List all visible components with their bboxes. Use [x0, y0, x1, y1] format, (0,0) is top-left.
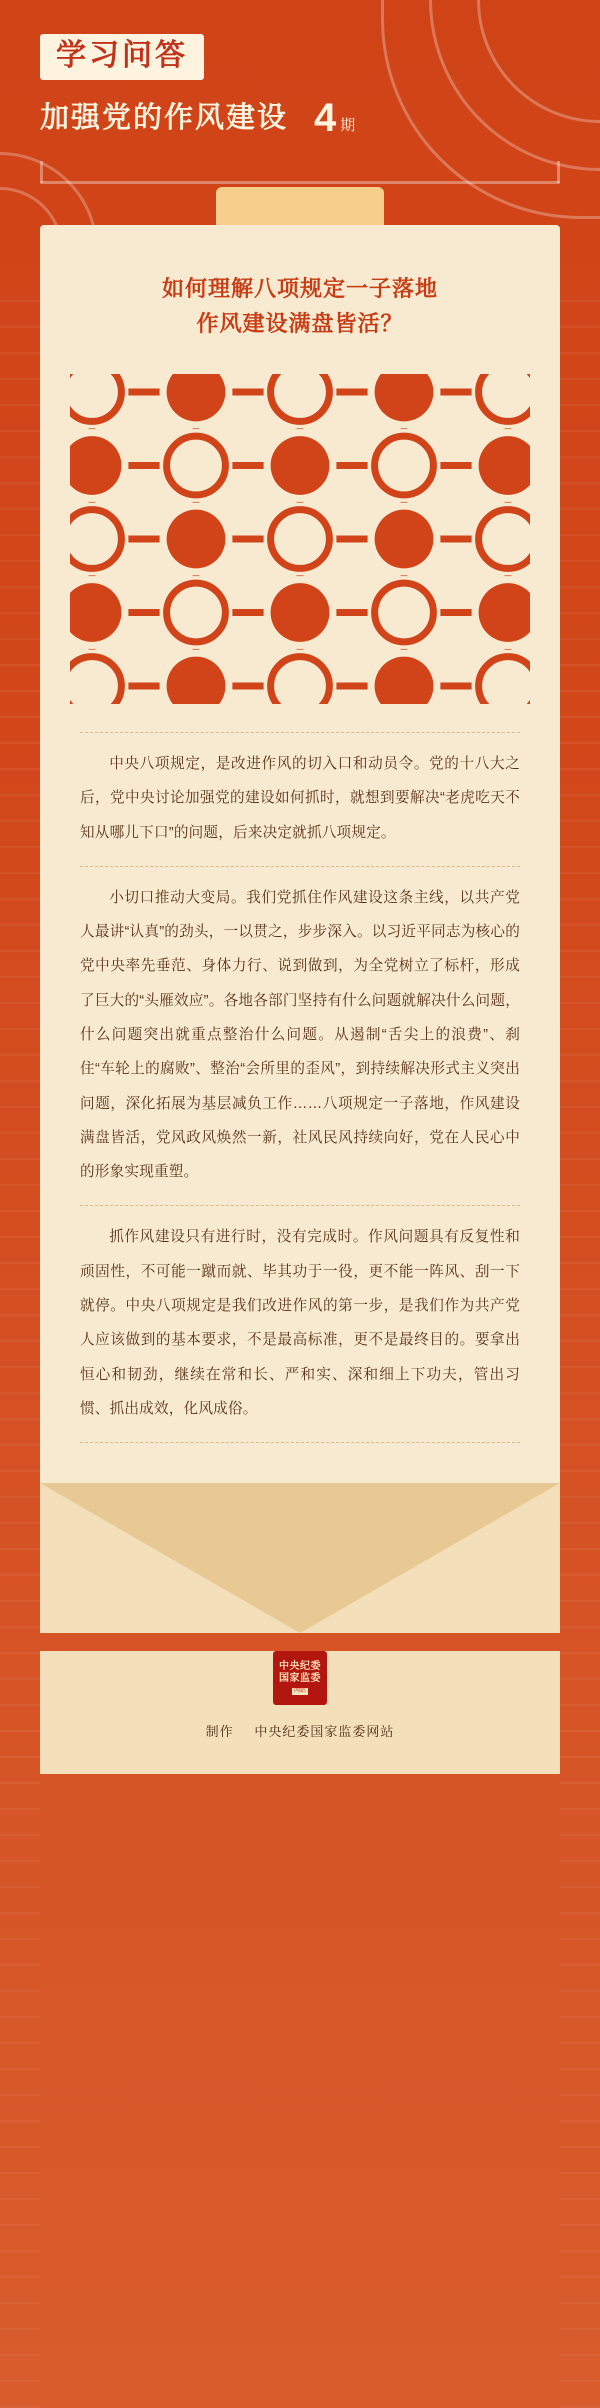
subtitle-row [40, 96, 600, 140]
content-card [40, 225, 560, 1483]
go-stone-outline [271, 657, 330, 704]
go-stone-outline [70, 510, 121, 569]
go-stone-outline [375, 436, 434, 495]
go-stone-outline [70, 657, 121, 704]
go-stone-filled [479, 436, 530, 495]
question-line-1: 如何理解八项规定一子落地 [161, 275, 438, 301]
seal-line-1: 中央纪委 [279, 1660, 321, 1672]
go-stone-filled [375, 374, 434, 421]
question-heading [40, 225, 560, 368]
seal-line-2: 国家监委 [279, 1673, 321, 1685]
page-title: 学习问答 [40, 34, 204, 80]
go-stone-filled [271, 436, 330, 495]
go-stone-outline [271, 374, 330, 421]
paragraph-1: 中央八项规定，是改进作风的切入口和动员令。党的十八大之后，党中央讨论加强党的建设如何抓时，就想到要解决“老虎吃天不知从哪儿下口”的问题，后来决定就抓八项规定。 [80, 732, 520, 866]
issue-badge [314, 96, 356, 140]
frame-rail-left [0, 300, 40, 2408]
go-stone-outline [70, 374, 121, 421]
go-stone-filled [479, 583, 530, 642]
go-stone-filled [70, 583, 121, 642]
credit-line [40, 1721, 560, 1740]
go-stone-filled [375, 510, 434, 569]
envelope-flap [40, 1483, 560, 1633]
go-stone-filled [167, 657, 226, 704]
issue-unit: 期 [340, 116, 356, 134]
organization-seal [273, 1651, 327, 1705]
credit-value: 中央纪委国家监委网站 [254, 1724, 395, 1740]
go-stone-filled [70, 436, 121, 495]
article-body [40, 722, 560, 1473]
eaves-center-block [216, 187, 384, 225]
go-stone-outline [479, 657, 530, 704]
poster-header [0, 0, 600, 140]
eaves-decoration [40, 167, 560, 225]
go-stone-outline [167, 436, 226, 495]
go-stone-outline [375, 583, 434, 642]
go-stone-outline [271, 510, 330, 569]
subtitle: 加强党的作风建设 [40, 101, 289, 134]
seal-subtext: 网站 [293, 1687, 306, 1694]
go-stone-filled [271, 583, 330, 642]
go-stone-outline [479, 510, 530, 569]
question-line-2: 作风建设满盘皆活？ [196, 311, 404, 337]
paragraph-3: 抓作风建设只有进行时，没有完成时。作风问题具有反复性和顽固性，不可能一蹴而就、毕其功于一役，更不能一阵风、刮一下就停。中央八项规定是我们改进作风的第一步，是我们作为共产党人应该做到的基本要求，不是最高标准，更不是最终目的。要拿出恒心和韧劲，继续在常和长、严和实、深和细上下功夫，管出习惯、抓出成效，化风成俗。 [80, 1205, 520, 1443]
go-board-illustration [70, 374, 530, 704]
envelope-footer [40, 1483, 560, 1774]
go-stone-filled [167, 510, 226, 569]
credit-label: 制作 [205, 1724, 234, 1740]
issue-number: 4 [314, 96, 337, 140]
envelope-body [40, 1651, 560, 1774]
frame-rail-right [560, 300, 600, 2408]
go-stone-filled [167, 374, 226, 421]
go-stone-outline [479, 374, 530, 421]
paragraph-2: 小切口推动大变局。我们党抓住作风建设这条主线，以共产党人最讲“认真”的劲头，一以贯之，步步深入。以习近平同志为核心的党中央率先垂范、身体力行、说到做到，为全党树立了标杆，形成了巨大的“头雁效应”。各地各部门坚持有什么问题就解决什么问题，什么问题突出就重点整治什么问题。从遏制“舌尖上的浪费”、刹住“车轮上的腐败”、整治“会所里的歪风”，到持续解决形式主义突出问题，深化拓展为基层减负工作……八项规定一子落地，作风建设满盘皆活，党风政风焕然一新，社风民风持续向好，党在人民心中的形象实现重塑。 [80, 866, 520, 1206]
go-stone-filled [375, 657, 434, 704]
go-stone-outline [167, 583, 226, 642]
go-board-svg [70, 374, 530, 704]
